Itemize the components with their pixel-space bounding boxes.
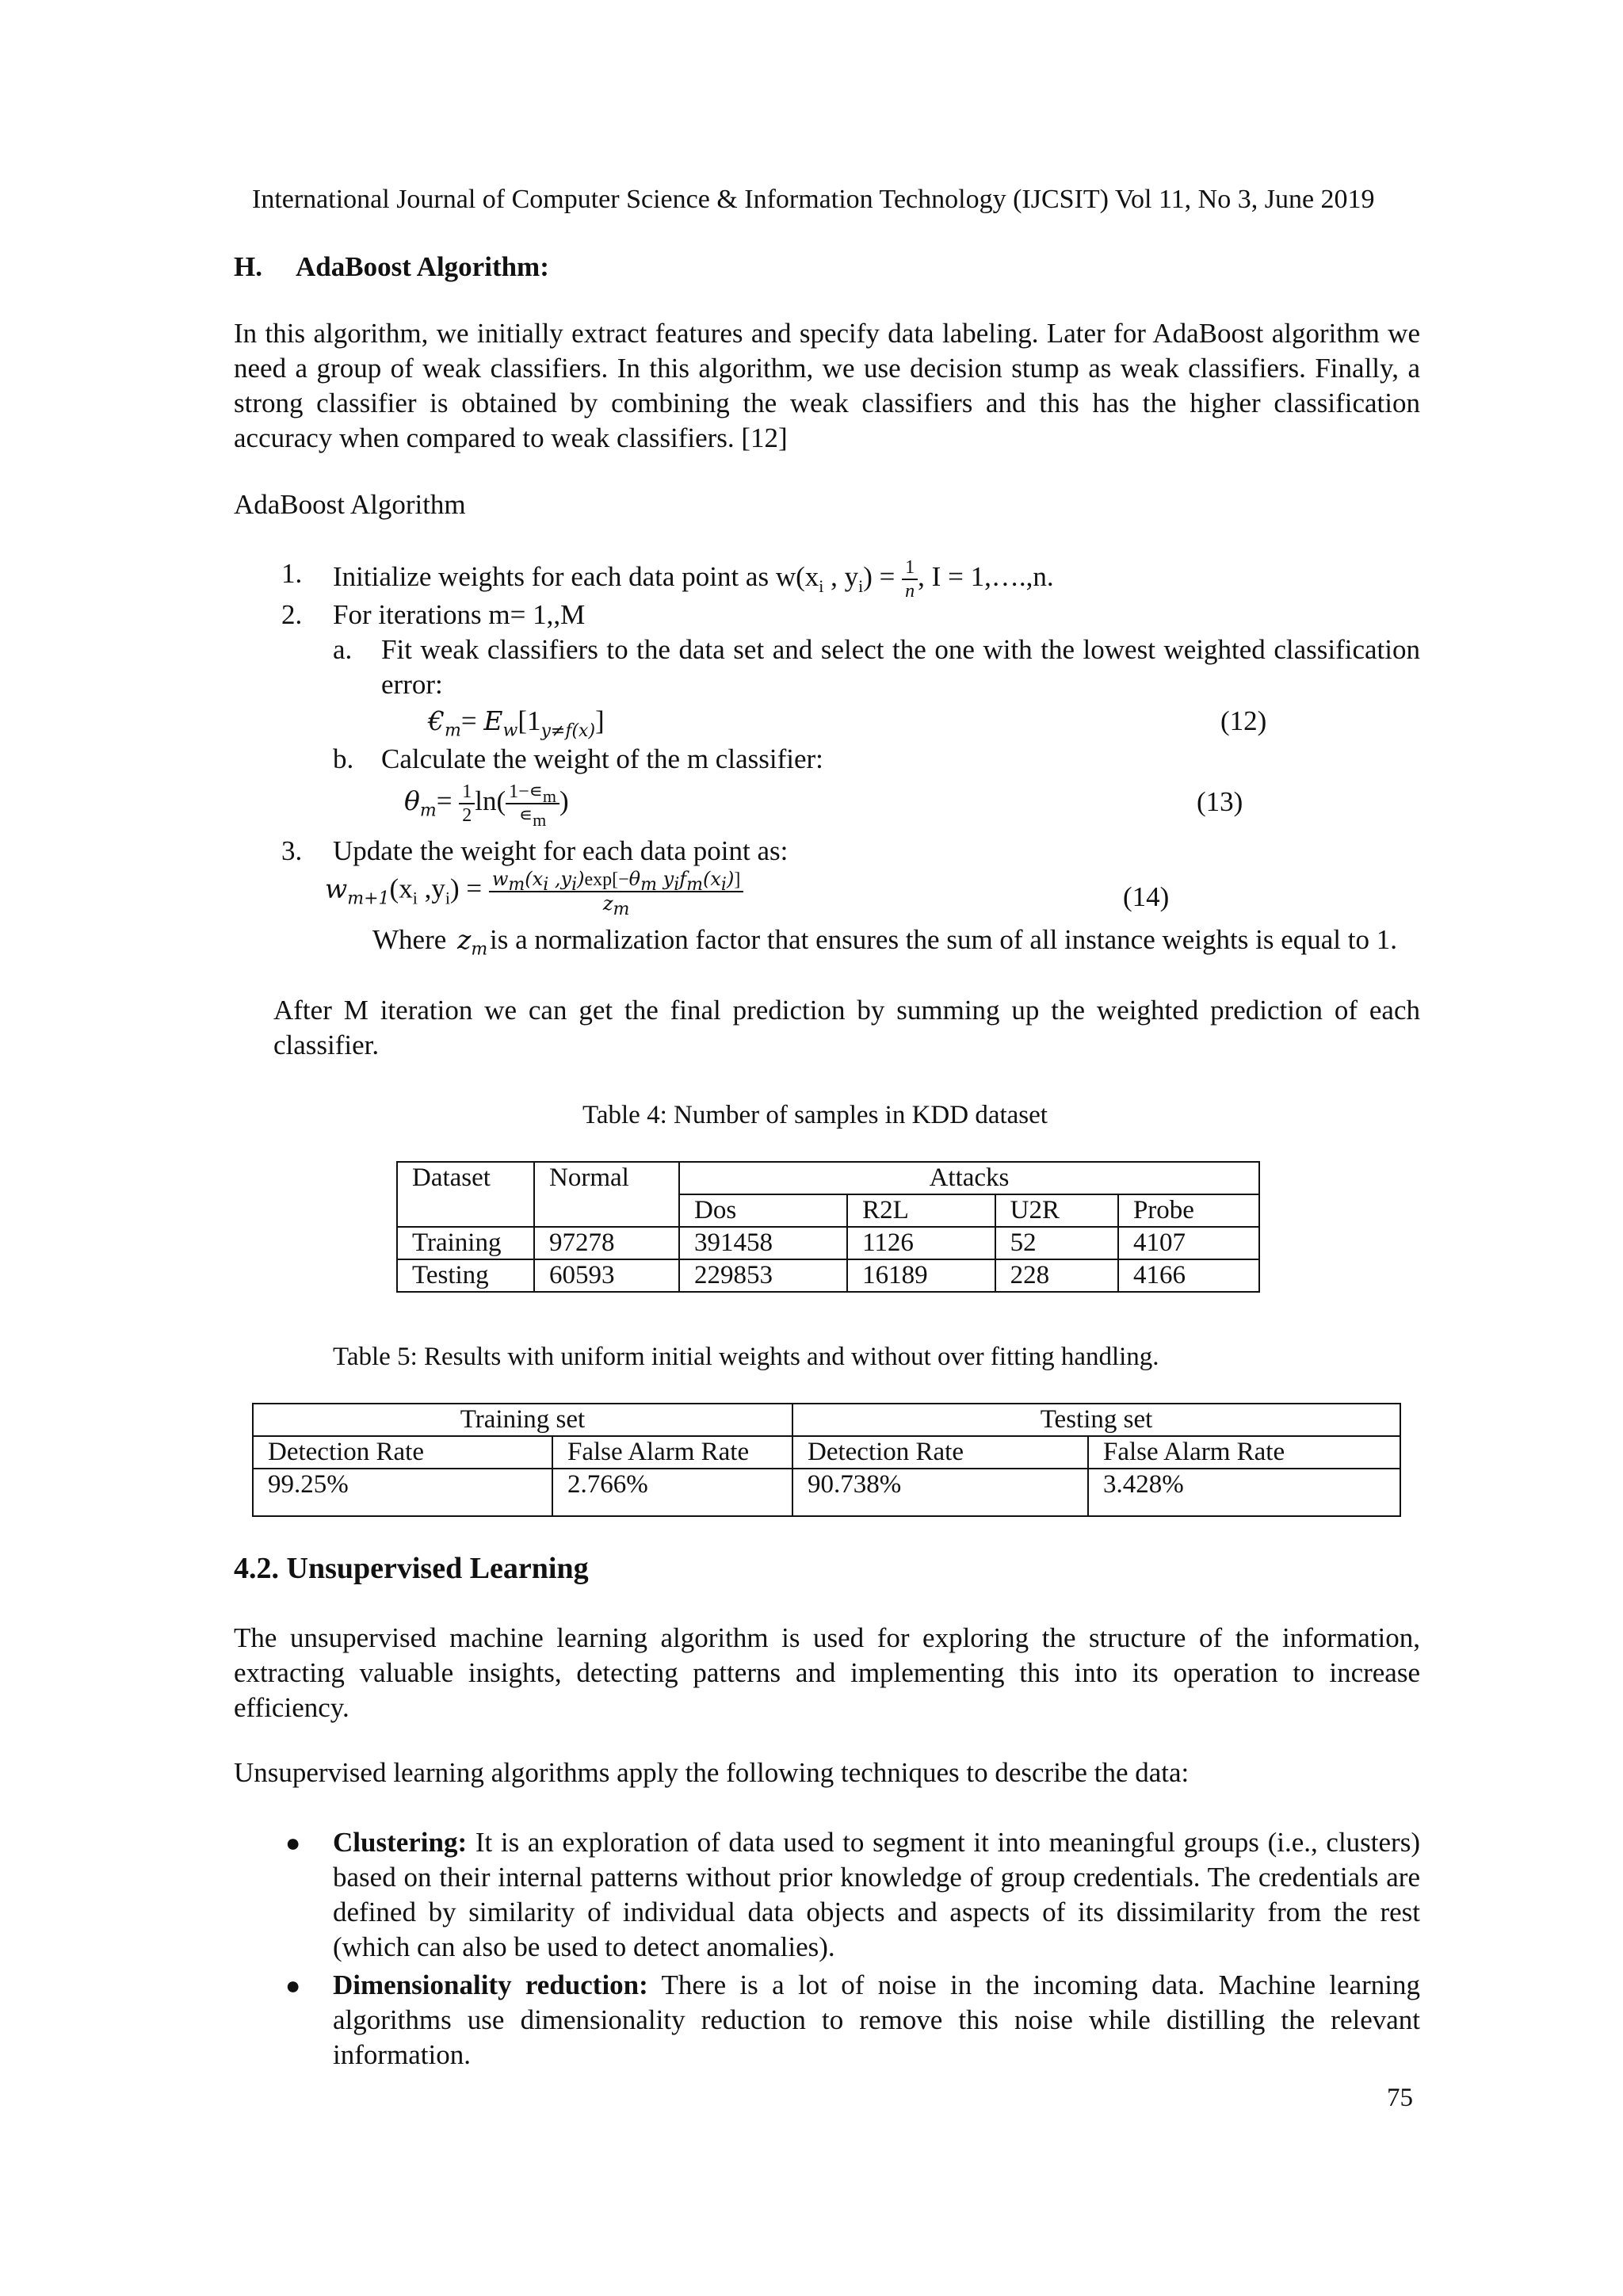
section-42-title: 4.2. Unsupervised Learning — [234, 1552, 589, 1585]
where-explanation: is a normalization factor that ensures the sum of all instance weights is equal to 1. — [490, 924, 1397, 955]
one-over-n: $\frac{1}{n}$ — [902, 556, 918, 602]
cell: 4107 — [1118, 1227, 1259, 1259]
step-2b-letter: b. — [333, 743, 354, 774]
section-42-paragraph-2: Unsupervised learning algorithms apply the following techniques to describe the data: — [234, 1757, 1190, 1788]
step-3-number: 3. — [281, 835, 303, 866]
header-dataset: Dataset — [397, 1162, 534, 1194]
header-attacks: Attacks — [679, 1162, 1259, 1194]
cell: 2.766% — [552, 1469, 792, 1516]
cell: 60593 — [534, 1259, 679, 1292]
cell: Training — [397, 1227, 534, 1259]
col-header: Detection Rate — [253, 1436, 552, 1469]
group-header-testing: Testing set — [792, 1404, 1400, 1436]
cell: 52 — [995, 1227, 1118, 1259]
cell: 1126 — [847, 1227, 995, 1259]
table-row — [253, 1469, 1400, 1516]
step-1-text: Initialize weights for each data point as $w(x_i$ , $y_i$) = $\frac{1}{n}$ , I = 1,….,n. — [333, 557, 1054, 602]
table-row — [397, 1227, 1259, 1259]
subheader-probe: Probe — [1118, 1194, 1259, 1227]
subheader-u2r: U2R — [995, 1194, 1118, 1227]
bullet-icon: ● — [285, 1828, 301, 1857]
col-header: False Alarm Rate — [1088, 1436, 1400, 1469]
algorithm-heading: AdaBoost Algorithm — [234, 489, 466, 520]
step-1-number: 1. — [281, 558, 303, 589]
equation-13-label: (13) — [1197, 786, 1243, 817]
step-2-number: 2. — [281, 599, 303, 630]
equation-14: $w_{m+1}(x_i$ $,y_i$) = $\frac{w_m(x_i ,y_i)\exp[-\theta_m y_if_m(x_i)]}{z_m}$ — [325, 868, 743, 915]
col-header: Detection Rate — [792, 1436, 1088, 1469]
bullet-clustering — [333, 1825, 1420, 1965]
bullet-icon: ● — [285, 1971, 301, 2000]
equation-12-label: (12) — [1220, 705, 1267, 736]
page-number: 75 — [1387, 2084, 1413, 2112]
step-1-rest: , I = 1,….,n. — [918, 561, 1054, 593]
header-dataset-blank — [397, 1194, 534, 1227]
step-1-label: Initialize weights for each data point as w(x — [333, 561, 819, 593]
bullet-dimensionality — [333, 1968, 1420, 2073]
where-word: Where — [372, 924, 447, 955]
table-4-caption: Table 4: Number of samples in KDD dataset — [582, 1101, 1048, 1129]
cell: 4166 — [1118, 1259, 1259, 1292]
section-title: AdaBoost Algorithm: — [296, 251, 549, 282]
section-letter: H. — [234, 251, 262, 282]
step-2-text: For iterations m= 1,,M — [333, 599, 586, 630]
cell: 90.738% — [792, 1469, 1088, 1516]
equation-14-label: (14) — [1123, 881, 1170, 912]
where-text — [372, 923, 1420, 960]
table-5 — [252, 1403, 1401, 1517]
header-normal-blank — [534, 1194, 679, 1227]
equation-12: $€_m= E_w[1_{y\ne f(x)}]$ — [428, 705, 605, 741]
cell: 228 — [995, 1259, 1118, 1292]
z-m-symbol: $z_m$ — [457, 924, 488, 960]
equation-13: $\theta_m=$ $\frac{1}{2}$ ln( $\frac{1-∊_m}{∊_m}$ ) — [404, 781, 569, 830]
cell: 16189 — [847, 1259, 995, 1292]
cell: 97278 — [534, 1227, 679, 1259]
col-header: False Alarm Rate — [552, 1436, 792, 1469]
table-5-caption: Table 5: Results with uniform initial weights and without over fitting handling. — [333, 1343, 1159, 1371]
subheader-r2l: R2L — [847, 1194, 995, 1227]
running-header: International Journal of Computer Science & Information Technology (IJCSIT) Vol 11, No 3, June 2019 — [252, 185, 1375, 214]
adaboost-paragraph: In this algorithm, we initially extract features and specify data labeling. Later for AdaBoost algorithm we need a group of weak classifiers. In this algorithm, we use decision stump as weak classifiers. Finally, a strong classifier is obtained by combining the weak classifiers and this has the higher classification accuracy when compared to weak classifiers. [12] — [234, 318, 1420, 453]
table-row — [397, 1259, 1259, 1292]
step-2a-letter: a. — [333, 634, 353, 665]
cell: 229853 — [679, 1259, 847, 1292]
cell: 391458 — [679, 1227, 847, 1259]
group-header-training: Training set — [253, 1404, 792, 1436]
cell: 99.25% — [253, 1469, 552, 1516]
bullet-text: There is a lot of noise in the incoming data. Machine learning algorithms use dimensionality reduction to remove this noise while distilling the relevant information. — [333, 1969, 1420, 2070]
cell: Testing — [397, 1259, 534, 1292]
section-42-paragraph-1: The unsupervised machine learning algorithm is used for exploring the structure of the information, extracting valuable insights, detecting patterns and implementing this into its operation to increase efficiency. — [234, 1622, 1420, 1723]
bullet-text: It is an exploration of data used to segment it into meaningful groups (i.e., clusters) based on their internal patterns without prior knowledge of group credentials. The credentials are defined by similarity of individual data objects and aspects of its dissimilarity from the rest (which can also be used to detect anomalies). — [333, 1827, 1420, 1962]
step-3-text: Update the weight for each data point as: — [333, 835, 789, 866]
subheader-dos: Dos — [679, 1194, 847, 1227]
after-iteration-text: After M iteration we can get the final prediction by summing up the weighted prediction of each classifier. — [273, 995, 1420, 1060]
cell: 3.428% — [1088, 1469, 1400, 1516]
bullet-term: Clustering: — [333, 1827, 468, 1858]
header-normal: Normal — [534, 1162, 679, 1194]
step-2b-text: Calculate the weight of the m classifier: — [381, 743, 823, 774]
table-4 — [396, 1161, 1260, 1293]
bullet-term: Dimensionality reduction: — [333, 1969, 648, 2000]
step-2a-text: Fit weak classifiers to the data set and select the one with the lowest weighted classification error: — [381, 634, 1420, 700]
